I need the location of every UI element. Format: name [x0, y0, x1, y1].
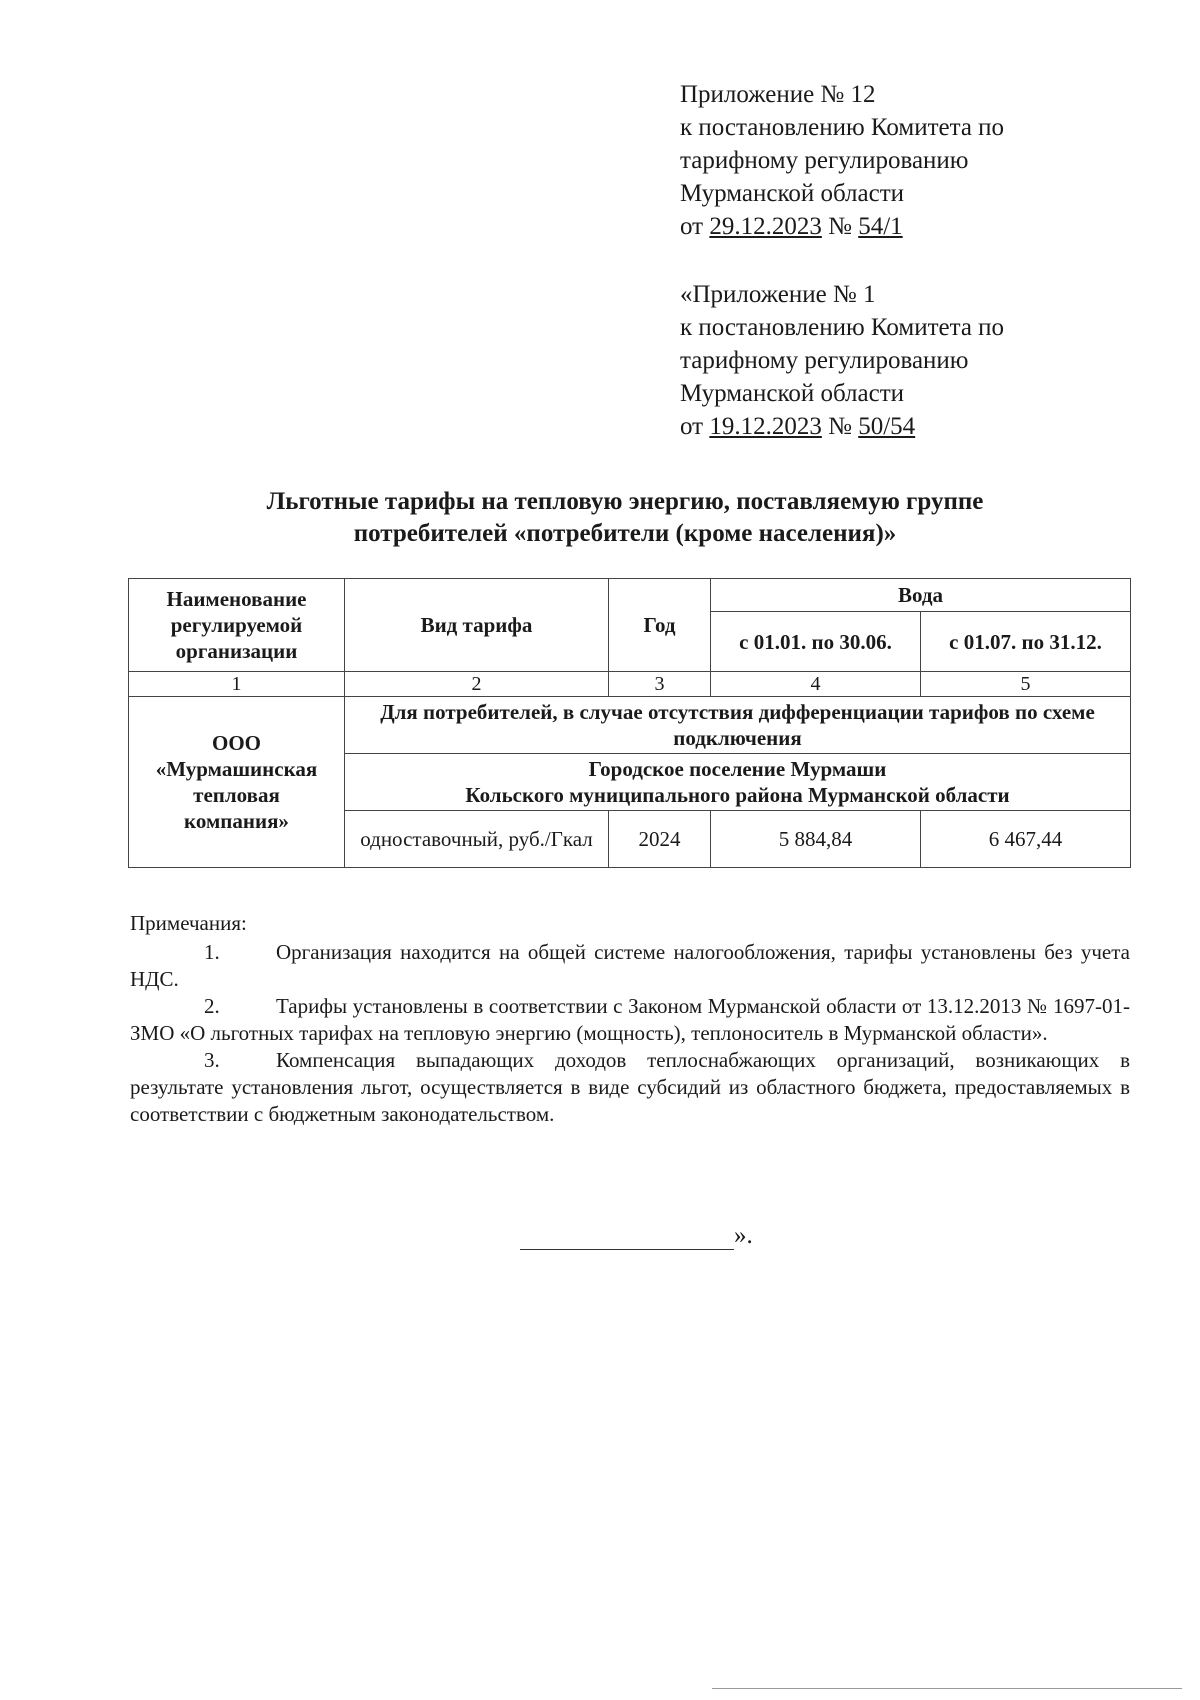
header-period-2: с 01.07. по 31.12.	[921, 612, 1131, 672]
org-name-line: «Мурмашинская	[155, 757, 318, 781]
column-number: 4	[711, 672, 921, 697]
column-number: 3	[609, 672, 711, 697]
cell-tariff-type: одноставочный, руб./Гкал	[345, 811, 609, 868]
section-settlement	[345, 754, 1131, 811]
number-prefix: №	[821, 413, 859, 440]
header-tariff-type: Вид тарифа	[345, 579, 609, 672]
note-item	[130, 993, 1130, 1047]
signature-rule	[520, 1225, 734, 1250]
header-year: Год	[609, 579, 711, 672]
org-name-line: ООО	[211, 731, 261, 755]
settlement-line: Кольского муниципального района Мурманской области	[465, 783, 1010, 807]
title-line: Льготные тарифы на тепловую энергию, поставляемую группе	[266, 488, 984, 515]
note-text: Тарифы установлены в соответствии с Законом Мурманской области от 13.12.2013 № 1697-01-ЗМО «О льготных тарифах на тепловую энергию (мощность), теплоноситель в Мурманской области».	[130, 994, 1130, 1045]
appendix-line: Приложение № 12	[680, 81, 876, 108]
header-org: Наименование регулируемой организации	[129, 579, 345, 672]
date-prefix: от	[680, 213, 710, 240]
note-text: Компенсация выпадающих доходов теплоснабжающих организаций, возникающих в результате установления льгот, осуществляется в виде субсидий из областного бюджета, предоставляемых в соответствии с бюджетным законодательством.	[130, 1048, 1130, 1126]
appendix-date-line	[680, 210, 1100, 243]
org-name-line: тепловая	[193, 783, 280, 807]
appendix-header-main	[680, 78, 1100, 243]
column-number: 5	[921, 672, 1131, 697]
notes-section	[130, 910, 1130, 1128]
date-prefix: от	[680, 413, 710, 440]
column-number: 2	[345, 672, 609, 697]
document-title	[130, 486, 1120, 550]
settlement-line: Городское поселение Мурмаши	[588, 757, 887, 781]
column-number: 1	[129, 672, 345, 697]
closing-line	[520, 1222, 753, 1250]
appendix-line: к постановлению Комитета по	[680, 314, 1005, 341]
note-item	[130, 939, 1130, 993]
closing-quote: ».	[734, 1222, 753, 1249]
note-number: 2.	[204, 994, 220, 1018]
appendix-number: 50/54	[858, 413, 916, 440]
cell-year: 2024	[609, 811, 711, 868]
appendix-line: к постановлению Комитета по	[680, 114, 1005, 141]
number-prefix: №	[821, 213, 859, 240]
bottom-divider	[712, 1688, 1182, 1689]
header-water: Вода	[711, 579, 1131, 612]
appendix-header-reference	[680, 278, 1100, 443]
section-consumers: Для потребителей, в случае отсутствия дифференциации тарифов по схеме подключения	[345, 697, 1131, 754]
note-text: Организация находится на общей системе налогообложения, тарифы установлены без учета НДС.	[130, 940, 1130, 991]
title-line: потребителей «потребители (кроме населения)»	[353, 520, 897, 547]
appendix-line: Мурманской области	[680, 180, 905, 207]
appendix-line: тарифному регулированию	[680, 147, 969, 174]
note-number: 3.	[204, 1048, 220, 1072]
note-item	[130, 1047, 1130, 1128]
tariff-table	[128, 578, 1131, 868]
appendix-line: тарифному регулированию	[680, 347, 969, 374]
appendix-line: Мурманской области	[680, 380, 905, 407]
notes-heading: Примечания:	[130, 911, 247, 935]
appendix-line: «Приложение № 1	[680, 281, 876, 308]
appendix-number: 54/1	[858, 213, 903, 240]
org-name-cell	[129, 697, 345, 868]
cell-value-period-1: 5 884,84	[711, 811, 921, 868]
cell-value-period-2: 6 467,44	[921, 811, 1131, 868]
note-number: 1.	[204, 940, 220, 964]
appendix-date: 19.12.2023	[709, 413, 822, 440]
appendix-date: 29.12.2023	[709, 213, 822, 240]
header-period-1: с 01.01. по 30.06.	[711, 612, 921, 672]
org-name-line: компания»	[184, 809, 289, 833]
appendix-date-line	[680, 410, 1100, 443]
